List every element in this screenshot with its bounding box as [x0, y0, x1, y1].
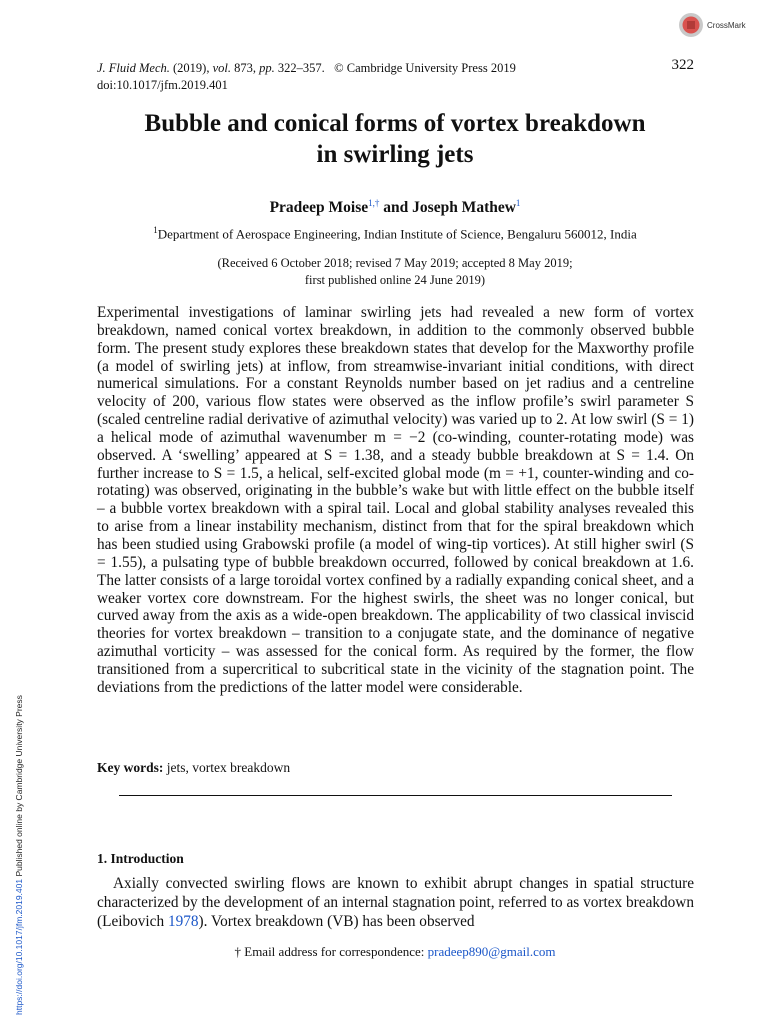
- side-publication-note: [14, 695, 24, 1015]
- copyright-notice: © Cambridge University Press 2019: [334, 61, 516, 75]
- pages-range: 322–357.: [277, 61, 325, 75]
- title-line-1: Bubble and conical forms of vortex breakdown: [144, 110, 646, 137]
- dates-line-1: (Received 6 October 2018; revised 7 May 2019; accepted 8 May 2019;: [217, 256, 573, 270]
- author-list: [0, 198, 768, 217]
- affiliation-mark: 1: [153, 225, 158, 235]
- submission-dates: [0, 255, 768, 289]
- correspondence-footnote: [0, 944, 768, 960]
- author-1-marks[interactable]: 1,†: [368, 198, 380, 208]
- journal-header: [97, 60, 516, 94]
- journal-year: (2019),: [173, 61, 210, 75]
- paper-title: [0, 108, 768, 170]
- keywords: [97, 760, 290, 776]
- doi-side-link[interactable]: https://doi.org/10.1017/jfm.2019.401: [14, 878, 24, 1015]
- crossmark-icon: [678, 12, 704, 38]
- dates-line-2: first published online 24 June 2019): [304, 273, 486, 287]
- author-1: Pradeep Moise: [269, 199, 369, 217]
- keywords-text: jets, vortex breakdown: [166, 760, 291, 775]
- introduction-paragraph: [97, 874, 694, 931]
- citation-line: [97, 60, 516, 77]
- footnote-label: Email address for correspondence:: [244, 944, 425, 959]
- affiliation: [0, 225, 768, 242]
- crossmark-label: CrossMark: [707, 20, 746, 30]
- section-divider: [119, 795, 672, 796]
- crossmark-badge[interactable]: [678, 12, 746, 38]
- keywords-label: Key words:: [97, 760, 164, 775]
- author-2: Joseph Mathew: [412, 199, 516, 217]
- side-publisher-text: Published online by Cambridge University Press: [14, 695, 24, 879]
- email-link[interactable]: pradeep890@gmail.com: [427, 944, 556, 959]
- affiliation-text: Department of Aerospace Engineering, Indian Institute of Science, Bengaluru 560012, India: [157, 226, 637, 242]
- intro-text-before: Axially convected swirling flows are known to exhibit abrupt changes in spatial structure characterized by the development of an internal stagnation point, referred to as vortex breakdown (Leibovich: [97, 875, 694, 930]
- title-line-2: in swirling jets: [316, 141, 474, 168]
- doi-line: doi:10.1017/jfm.2019.401: [97, 78, 228, 92]
- abstract: Experimental investigations of laminar swirling jets had revealed a new form of vortex breakdown, named conical vortex breakdown, in addition to the commonly observed bubble form. The present study explores these breakdown states that develop for the Maxworthy profile (a model of swirling jets) at inflow, from streamwise-invariant initial conditions, with direct numerical simulations. For a constant Reynolds number based on jet radius and a centreline velocity of 200, various flow states were observed as the inflow profile’s swirl parameter S (scaled centreline radial derivative of azimuthal velocity) was varied up to 2. At low swirl (S = 1) a helical mode of azimuthal wavenumber m = −2 (co-winding, counter-rotating mode) was observed. A ‘swelling’ appeared at S = 1.38, and a steady bubble breakdown at S = 1.4. On further increase to S = 1.5, a helical, self-excited global mode (m = +1, counter-winding and co-rotating) was observed, originating in the bubble’s wake but with little effect on the bubble itself – a bubble vortex breakdown with a spiral tail. Local and global stability analyses revealed this to arise from a linear instability mechanism, distinct from that for the spiral breakdown which has been studied using Grabowski profile (a model of wing-tip vortices). At still higher swirl (S = 1.55), a pulsating type of bubble breakdown occurred, followed by conical breakdown at 1.6. The latter consists of a large toroidal vortex confined by a radially expanding conical sheet, and a weaker vortex core downstream. For the highest swirls, the sheet was no longer conical, but curved away from the axis as a wide-open breakdown. The applicability of two classical inviscid theories for vortex breakdown – transition to a conjugate state, and the dominance of negative azimuthal vorticity – was assessed for the conical form. As required by the former, the flow transitioned from a supercritical to subcritical state in the vicinity of the stagnation point. The deviations from the predictions of the latter model were considerable.: [97, 304, 694, 696]
- author-conjunction: and: [383, 199, 409, 217]
- footnote-mark: †: [234, 944, 241, 959]
- page-number: 322: [671, 57, 694, 73]
- citation-link[interactable]: 1978: [167, 913, 199, 930]
- intro-text-after: ). Vortex breakdown (VB) has been observed: [198, 913, 475, 930]
- journal-name: J. Fluid Mech.: [97, 61, 170, 75]
- pages-label: pp.: [259, 61, 275, 75]
- volume-number: 873,: [234, 61, 256, 75]
- author-2-mark[interactable]: 1: [515, 198, 521, 208]
- volume-label: vol.: [212, 61, 231, 75]
- section-heading-introduction: 1. Introduction: [97, 851, 184, 866]
